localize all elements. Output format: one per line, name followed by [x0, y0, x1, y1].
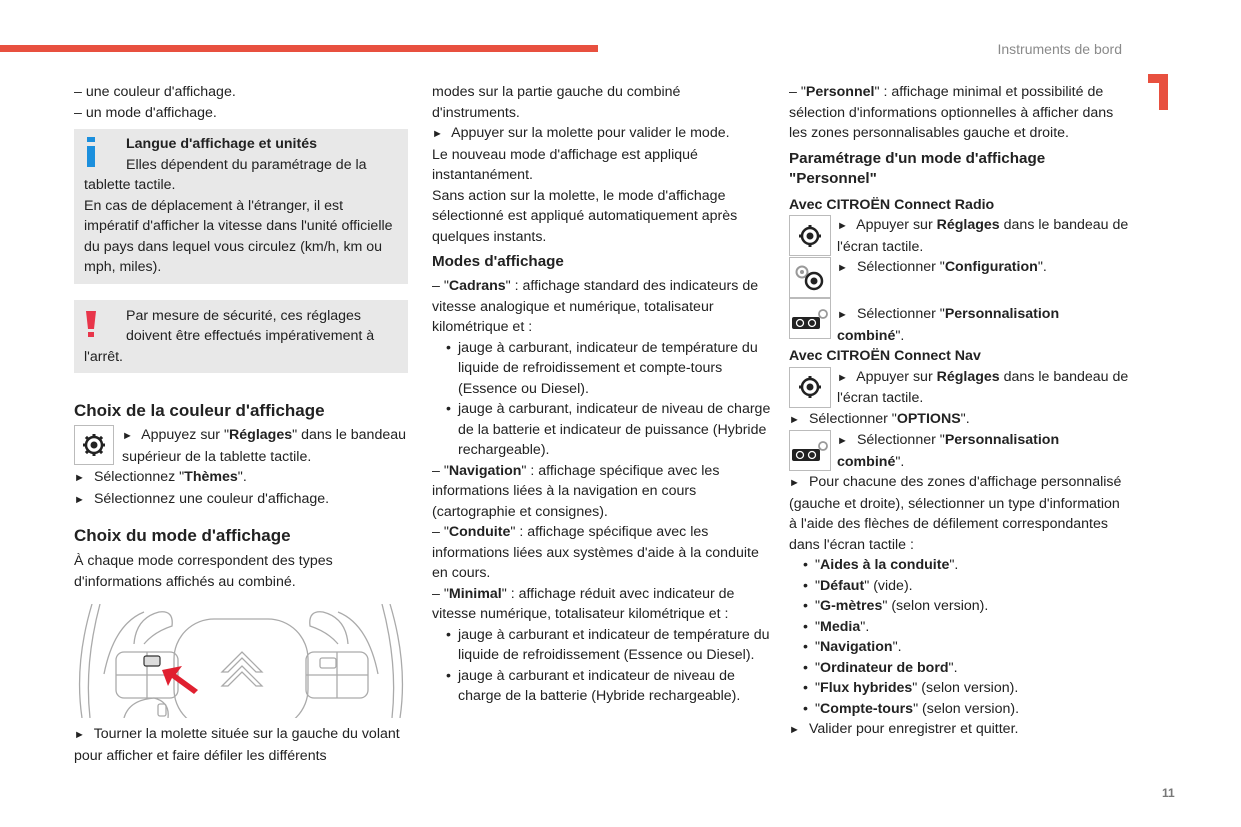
zone-option: • "Navigation". [803, 637, 1129, 658]
radio-step-3: ► Sélectionner "Personnalisation combiné". [837, 306, 1060, 344]
intro-item: – un mode d'affichage. [74, 104, 217, 121]
column-3 [789, 82, 1129, 741]
nav-step-3: ► Sélectionner "Personnalisation combiné". [837, 432, 1060, 470]
column-2 [432, 82, 772, 707]
configuration-icon [789, 257, 831, 298]
modes-title: Modes d'affichage [432, 253, 564, 270]
nav-step-2: ► Sélectionner "OPTIONS". [789, 410, 970, 427]
bullet-item: • jauge à carburant et indicateur de niveau de charge de la batterie (Hybride rechargeable). [446, 666, 772, 707]
mode-intro: À chaque mode correspondent des types d'informations affichés au combiné. [74, 553, 333, 590]
settings-icon [74, 425, 114, 465]
intro-item: – une couleur d'affichage. [74, 84, 236, 100]
info-note-text: Elles dépendent du paramétrage de la tablette tactile. [84, 156, 367, 193]
settings-icon [789, 215, 831, 256]
radio-step-2: ► Sélectionner "Configuration". [837, 259, 1047, 275]
radio-step-1: ► Appuyer sur Réglages dans le bandeau de l'écran tactile. [837, 217, 1129, 255]
color-step-3: ► Sélectionnez une couleur d'affichage. [74, 490, 330, 507]
mode-personnel: – "Personnel" : affichage minimal et possibilité de sélection d'informations optionnelles à afficher dans les zones personnalisables gauche et droite. [789, 84, 1114, 141]
column-1 [74, 82, 408, 766]
zone-option: • "G-mètres" (selon version). [803, 596, 1129, 617]
warning-icon [84, 309, 106, 339]
mode-minimal-bullets [432, 625, 772, 707]
mode-conduite: – "Conduite" : affichage spécifique avec les informations liées aux systèmes d'aide à la conduite en cours. [432, 524, 759, 581]
mode-minimal: – "Minimal" : affichage réduit avec indicateur de vitesse numérique, totalisateur kilométrique et : [432, 585, 735, 622]
zone-option: • "Ordinateur de bord". [803, 658, 1129, 679]
chapter-number [1146, 74, 1170, 110]
nav-title: Avec CITROËN Connect Nav [789, 348, 981, 364]
zone-option: • "Aides à la conduite". [803, 555, 1129, 576]
bullet-item: • jauge à carburant, indicateur de niveau de charge de la batterie et indicateur de puissance (Hybride rechargeable). [446, 399, 772, 461]
zone-options-list [789, 555, 1129, 719]
zone-option: • "Flux hybrides" (selon version). [803, 678, 1129, 699]
mode-navigation: – "Navigation" : affichage spécifique avec les informations liées à la navigation en cours (cartographie et consignes). [432, 462, 720, 520]
continuation-text: modes sur la partie gauche du combiné d'instruments. [432, 84, 681, 121]
color-step-1: ► Appuyez sur "Réglages" dans le bandeau supérieur de la tablette tactile. [122, 427, 407, 465]
zones-step: ► Pour chacune des zones d'affichage personnalisé (gauche et droite), sélectionner un type d'information à l'aide des flèches de défilement correspondantes dans l'écran tactile : [789, 474, 1122, 553]
accent-bar [0, 45, 598, 52]
paragraph: Sans action sur la molette, le mode d'affichage sélectionné est appliqué automatiquement après quelques instants. [432, 187, 738, 245]
info-note-text: En cas de déplacement à l'étranger, il est impératif d'afficher la vitesse dans l'unité officielle du pays dans lequel vous circulez (km/h, km ou mph, miles). [84, 197, 393, 275]
warning-note [74, 300, 408, 374]
zone-option: • "Compte-tours" (selon version). [803, 699, 1129, 720]
settings-title: Paramétrage d'un mode d'affichage "Personnel" [789, 149, 1046, 187]
page-number: 11 [1162, 786, 1175, 800]
info-note-title: Langue d'affichage et unités [126, 136, 317, 152]
zone-option: • "Défaut" (vide). [803, 576, 1129, 597]
cluster-customization-icon [789, 298, 831, 339]
mode-step-1: ► Tourner la molette située sur la gauche du volant pour afficher et faire défiler les différents [74, 726, 400, 764]
section-title: Instruments de bord [997, 41, 1122, 57]
color-step-2: ► Sélectionnez "Thèmes". [74, 469, 247, 485]
paragraph: Le nouveau mode d'affichage est appliqué instantanément. [432, 146, 698, 183]
mode-cadrans: – "Cadrans" : affichage standard des indicateurs de vitesse analogique et numérique, totalisateur kilométrique et : [432, 278, 759, 335]
bullet-item: • jauge à carburant, indicateur de température du liquide de refroidissement et compte-tours (Essence ou Diesel). [446, 338, 772, 400]
mode-step-2: ► Appuyer sur la molette pour valider le mode. [432, 125, 730, 141]
bullet-item: • jauge à carburant et indicateur de température du liquide de refroidissement (Essence ou Diesel). [446, 625, 772, 666]
steering-wheel-illustration [74, 604, 408, 718]
nav-step-1: ► Appuyer sur Réglages dans le bandeau de l'écran tactile. [837, 368, 1129, 406]
zone-option: • "Media". [803, 617, 1129, 638]
settings-icon [789, 367, 831, 408]
radio-title: Avec CITROËN Connect Radio [789, 196, 995, 213]
color-section-title: Choix de la couleur d'affichage [74, 401, 325, 420]
info-note [74, 129, 408, 284]
warning-note-text: Par mesure de sécurité, ces réglages doivent être effectués impérativement à l'arrêt. [84, 307, 375, 365]
info-icon [84, 137, 106, 167]
mode-cadrans-bullets [432, 338, 772, 461]
final-step: ► Valider pour enregistrer et quitter. [789, 721, 1019, 737]
mode-section-title: Choix du mode d'affichage [74, 526, 291, 545]
cluster-customization-icon [789, 430, 831, 471]
